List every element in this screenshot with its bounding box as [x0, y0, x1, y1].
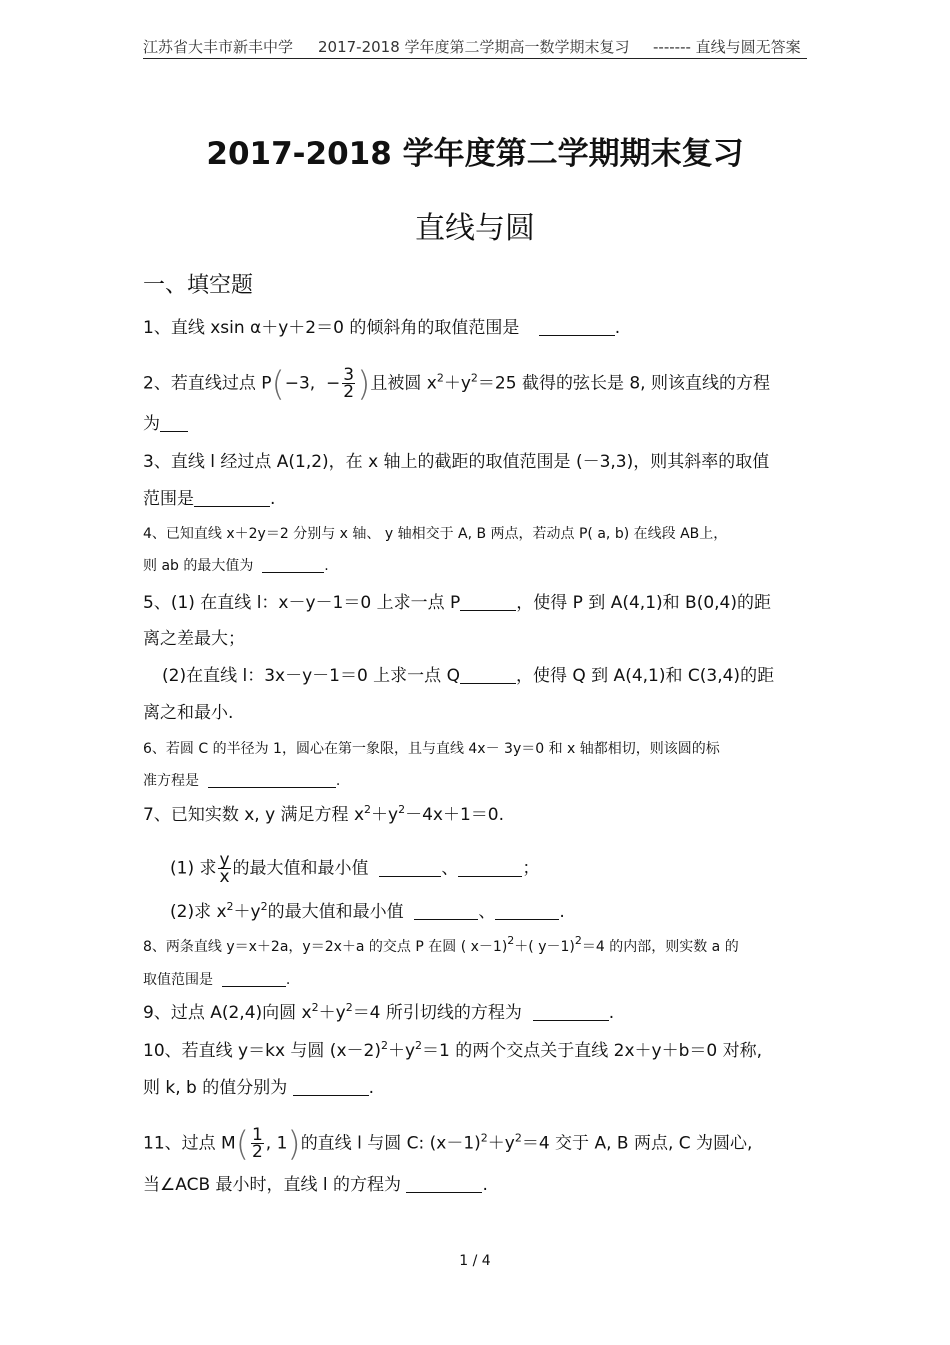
header-topic: ------- 直线与圆无答案	[653, 38, 801, 56]
question-2-cont: 为	[143, 414, 188, 434]
question-6: 6、若圆 C 的半径为 1，圆心在第一象限，且与直线 4x－ 3y＝0 和 x 轴都相切，则该圆的标	[143, 741, 720, 757]
document-subtitle: 直线与圆	[415, 211, 535, 246]
answer-blank	[458, 861, 522, 877]
answer-blank	[460, 668, 516, 684]
question-7: 7、已知实数 x, y 满足方程 $x^2+y^2-4x+1=0$.	[143, 803, 505, 825]
header-school: 江苏省大丰市新丰中学	[143, 38, 294, 56]
question-11-cont: 当∠ACB 最小时，直线 l 的方程为 .	[143, 1175, 488, 1195]
question-4: 4、已知直线 x＋2y＝2 分别与 x 轴、 y 轴相交于 A, B 两点，若动点 P( a, b) 在线段 AB上，	[143, 526, 728, 542]
answer-blank	[194, 491, 270, 507]
answer-blank	[533, 1005, 609, 1021]
question-5-part-1-cont: 离之差最大；	[143, 629, 245, 649]
question-7-part-2: (2)求 $x^2+y^2$的最大值和最小值 、 .	[170, 900, 565, 922]
page-header	[143, 36, 807, 59]
question-8-cont: 取值范围是 .	[143, 972, 291, 988]
question-5-part-2-cont: 离之和最小.	[143, 703, 234, 723]
section-heading: 一、填空题	[143, 273, 254, 298]
question-11: 11、过点 M( $\frac{1}{2}$ , 1)的直线 l 与圆 C: $(x-1)^2+y^2=4$ 交于 A, B 两点, C 为圆心,	[143, 1124, 753, 1165]
left-paren: (	[271, 364, 285, 405]
question-2: 2、若直线过点 P(−3, − $\frac{3}{2}$ )且被圆 $x^2+y^2=25$ 截得的弦长是 8, 则该直线的方程	[143, 364, 770, 405]
answer-blank	[539, 320, 615, 336]
right-paren: )	[357, 364, 371, 405]
fraction: $\frac{y}{x}$	[219, 850, 230, 887]
answer-blank	[406, 1177, 482, 1193]
document-title: 2017-2018 学年度第二学期期末复习	[206, 136, 744, 172]
left-paren: (	[235, 1124, 249, 1165]
answer-blank	[495, 904, 559, 920]
question-9: 9、过点 A(2,4)向圆 $x^2+y^2=4$ 所引切线的方程为 .	[143, 1001, 615, 1023]
question-7-part-1: (1) 求 $\frac{y}{x}$ 的最大值和最小值 、 ；	[170, 850, 540, 887]
question-3: 3、直线 l 经过点 A(1,2)，在 x 轴上的截距的取值范围是 (－3,3)，则其斜率的取值	[143, 452, 770, 472]
header-term: 2017-2018 学年度第二学期高一数学期末复习	[318, 38, 630, 56]
question-4-cont: 则 ab 的最大值为 .	[143, 558, 329, 574]
fraction: $\frac{3}{2}$	[343, 365, 355, 402]
question-6-cont: 准方程是 .	[143, 773, 341, 789]
answer-blank	[160, 416, 188, 432]
page-number: 1 / 4	[459, 1253, 491, 1269]
answer-blank	[414, 904, 478, 920]
question-8: 8、两条直线 y＝x＋2a，y＝2x＋a 的交点 P 在圆 ( x－1)$^2$＋( y－1)$^2$＝4 的内部，则实数 a 的	[143, 934, 739, 955]
answer-blank	[293, 1080, 369, 1096]
answer-blank	[208, 772, 336, 788]
answer-blank	[222, 971, 286, 987]
question-10: 10、若直线 y＝kx 与圆 $(x-2)^2+y^2=1$ 的两个交点关于直线 2x＋y＋b＝0 对称,	[143, 1039, 762, 1061]
fraction: $\frac{1}{2}$	[251, 1125, 263, 1162]
right-paren: )	[287, 1124, 301, 1165]
answer-blank	[379, 861, 441, 877]
question-5-part-1: 5、(1) 在直线 l：x－y－1＝0 上求一点 P ，使得 P 到 A(4,1)和 B(0,4)的距	[143, 593, 772, 613]
answer-blank	[262, 557, 324, 573]
question-5-part-2: (2)在直线 l：3x－y－1＝0 上求一点 Q ，使得 Q 到 A(4,1)和 C(3,4)的距	[162, 666, 775, 686]
answer-blank	[460, 595, 516, 611]
question-1: 1、直线 xsin α＋y＋2＝0 的倾斜角的取值范围是 .	[143, 318, 621, 338]
question-3-cont: 范围是 .	[143, 489, 276, 509]
question-10-cont: 则 k, b 的值分别为 .	[143, 1078, 375, 1098]
